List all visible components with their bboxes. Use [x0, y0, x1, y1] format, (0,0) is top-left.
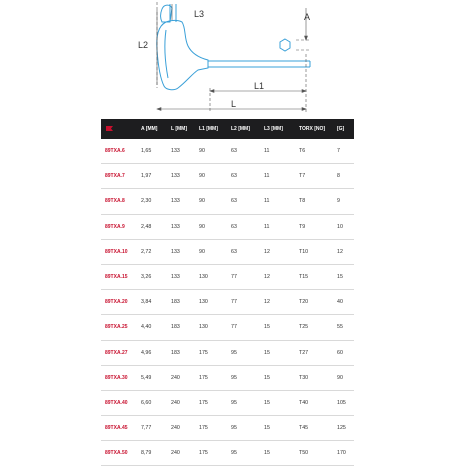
product-reference: 89TXA.6	[101, 139, 141, 164]
product-reference: 89TXA.27	[101, 340, 141, 365]
table-cell: T25	[299, 315, 337, 340]
table-cell: 60	[337, 340, 354, 365]
table-row	[101, 164, 354, 189]
table-row	[101, 139, 354, 164]
table-cell: 63	[231, 239, 264, 264]
table-cell: 133	[171, 139, 199, 164]
column-header: L1 [MM]	[199, 119, 231, 139]
table-cell: 6,60	[141, 390, 171, 415]
table-cell: 2,48	[141, 214, 171, 239]
product-reference: 89TXA.50	[101, 441, 141, 466]
product-reference: 89TXA.8	[101, 189, 141, 214]
table-row	[101, 441, 354, 466]
table-row	[101, 264, 354, 289]
table-cell: 95	[231, 390, 264, 415]
table-cell: T8	[299, 189, 337, 214]
table-cell: T6	[299, 139, 337, 164]
table-header-row	[101, 119, 354, 139]
table-row	[101, 390, 354, 415]
table-cell: 90	[337, 365, 354, 390]
table-cell: 90	[199, 214, 231, 239]
table-cell: 5,49	[141, 365, 171, 390]
product-reference: 89TXA.9	[101, 214, 141, 239]
table-cell: 175	[199, 441, 231, 466]
dimension-lines	[157, 2, 310, 112]
column-header: L3 [MM]	[264, 119, 299, 139]
table-cell: 15	[264, 416, 299, 441]
table-cell: 175	[199, 416, 231, 441]
table-cell: T9	[299, 214, 337, 239]
table-cell: 15	[264, 340, 299, 365]
table-cell: 55	[337, 315, 354, 340]
table-cell: T10	[299, 239, 337, 264]
table-cell: 77	[231, 290, 264, 315]
table-cell: 2,30	[141, 189, 171, 214]
table-row	[101, 189, 354, 214]
table-cell: 8	[337, 164, 354, 189]
table-cell: 3,26	[141, 264, 171, 289]
product-reference: 89TXA.10	[101, 239, 141, 264]
table-cell: 11	[264, 214, 299, 239]
table-cell: 15	[264, 441, 299, 466]
table-cell: 105	[337, 390, 354, 415]
table-cell: 95	[231, 365, 264, 390]
table-cell: 2,72	[141, 239, 171, 264]
table-cell: 7	[337, 139, 354, 164]
table-cell: T27	[299, 340, 337, 365]
table-cell: 12	[264, 264, 299, 289]
table-cell: 8,79	[141, 441, 171, 466]
table-cell: 133	[171, 189, 199, 214]
table-cell: 15	[264, 365, 299, 390]
table-cell: 15	[264, 390, 299, 415]
table-cell: 240	[171, 416, 199, 441]
grip-outline	[157, 21, 208, 90]
table-cell: 90	[199, 189, 231, 214]
table-cell: 77	[231, 315, 264, 340]
product-reference: 89TXA.25	[101, 315, 141, 340]
table-cell: 170	[337, 441, 354, 466]
table-cell: 175	[199, 365, 231, 390]
label-l3: L3	[194, 9, 205, 19]
torx-end-view	[280, 39, 290, 51]
dimension-arrows	[157, 4, 311, 111]
table-cell: 130	[199, 315, 231, 340]
table-cell: 40	[337, 290, 354, 315]
table-cell: 90	[199, 139, 231, 164]
table-cell: 11	[264, 139, 299, 164]
table-row	[101, 214, 354, 239]
column-header: A [MM]	[141, 119, 171, 139]
specification-table	[101, 119, 354, 466]
product-reference: 89TXA.45	[101, 416, 141, 441]
table-cell: 130	[199, 290, 231, 315]
table-row	[101, 239, 354, 264]
table-cell: T30	[299, 365, 337, 390]
table-cell: 63	[231, 139, 264, 164]
product-reference: 89TXA.40	[101, 390, 141, 415]
brand-logo-icon	[105, 125, 114, 132]
table-cell: 10	[337, 214, 354, 239]
table-cell: 183	[171, 290, 199, 315]
table-cell: 15	[264, 315, 299, 340]
table-cell: 11	[264, 164, 299, 189]
table-cell: 3,84	[141, 290, 171, 315]
column-header: L [MM]	[171, 119, 199, 139]
product-reference: 89TXA.7	[101, 164, 141, 189]
table-cell: 130	[199, 264, 231, 289]
table-cell: 1,97	[141, 164, 171, 189]
table-cell: 12	[264, 290, 299, 315]
table-cell: 95	[231, 441, 264, 466]
table-cell: 4,96	[141, 340, 171, 365]
torx-key-drawing	[157, 4, 310, 90]
column-header: [G]	[337, 119, 354, 139]
label-l1: L1	[254, 81, 265, 91]
table-cell: 240	[171, 365, 199, 390]
column-header: TORX [NO]	[299, 119, 337, 139]
table-cell: 240	[171, 390, 199, 415]
table-cell: 4,40	[141, 315, 171, 340]
header-brand-logo	[101, 119, 141, 139]
table-cell: 12	[264, 239, 299, 264]
label-l2: L2	[138, 40, 149, 50]
table-cell: T7	[299, 164, 337, 189]
table-cell: 9	[337, 189, 354, 214]
table-cell: 63	[231, 164, 264, 189]
table-cell: 183	[171, 315, 199, 340]
table-cell: 133	[171, 264, 199, 289]
table-row	[101, 416, 354, 441]
table-cell: 133	[171, 164, 199, 189]
table-cell: 95	[231, 340, 264, 365]
table-cell: 11	[264, 189, 299, 214]
table-cell: 90	[199, 164, 231, 189]
table-cell: T20	[299, 290, 337, 315]
table-cell: 183	[171, 340, 199, 365]
table-cell: 95	[231, 416, 264, 441]
table-row	[101, 290, 354, 315]
product-reference: 89TXA.30	[101, 365, 141, 390]
table-cell: T15	[299, 264, 337, 289]
label-l: L	[231, 99, 237, 109]
table-cell: 63	[231, 214, 264, 239]
table-cell: 12	[337, 239, 354, 264]
table-cell: 125	[337, 416, 354, 441]
table-cell: 175	[199, 390, 231, 415]
column-header: L2 [MM]	[231, 119, 264, 139]
table-cell: 133	[171, 214, 199, 239]
table-cell: 7,77	[141, 416, 171, 441]
table-cell: 15	[337, 264, 354, 289]
table-cell: 175	[199, 340, 231, 365]
table-cell: 63	[231, 189, 264, 214]
table-cell: 240	[171, 441, 199, 466]
table-row	[101, 340, 354, 365]
table-cell: T50	[299, 441, 337, 466]
table-row	[101, 365, 354, 390]
table-cell: T45	[299, 416, 337, 441]
table-cell: 77	[231, 264, 264, 289]
tool-dimension-diagram	[0, 0, 450, 118]
table-cell: 1,65	[141, 139, 171, 164]
table-cell: 90	[199, 239, 231, 264]
table-row	[101, 315, 354, 340]
product-reference: 89TXA.20	[101, 290, 141, 315]
product-reference: 89TXA.15	[101, 264, 141, 289]
label-a: A	[304, 12, 311, 22]
grip-inner	[165, 30, 168, 78]
table-body	[101, 139, 354, 466]
table-cell: T40	[299, 390, 337, 415]
table-cell: 133	[171, 239, 199, 264]
